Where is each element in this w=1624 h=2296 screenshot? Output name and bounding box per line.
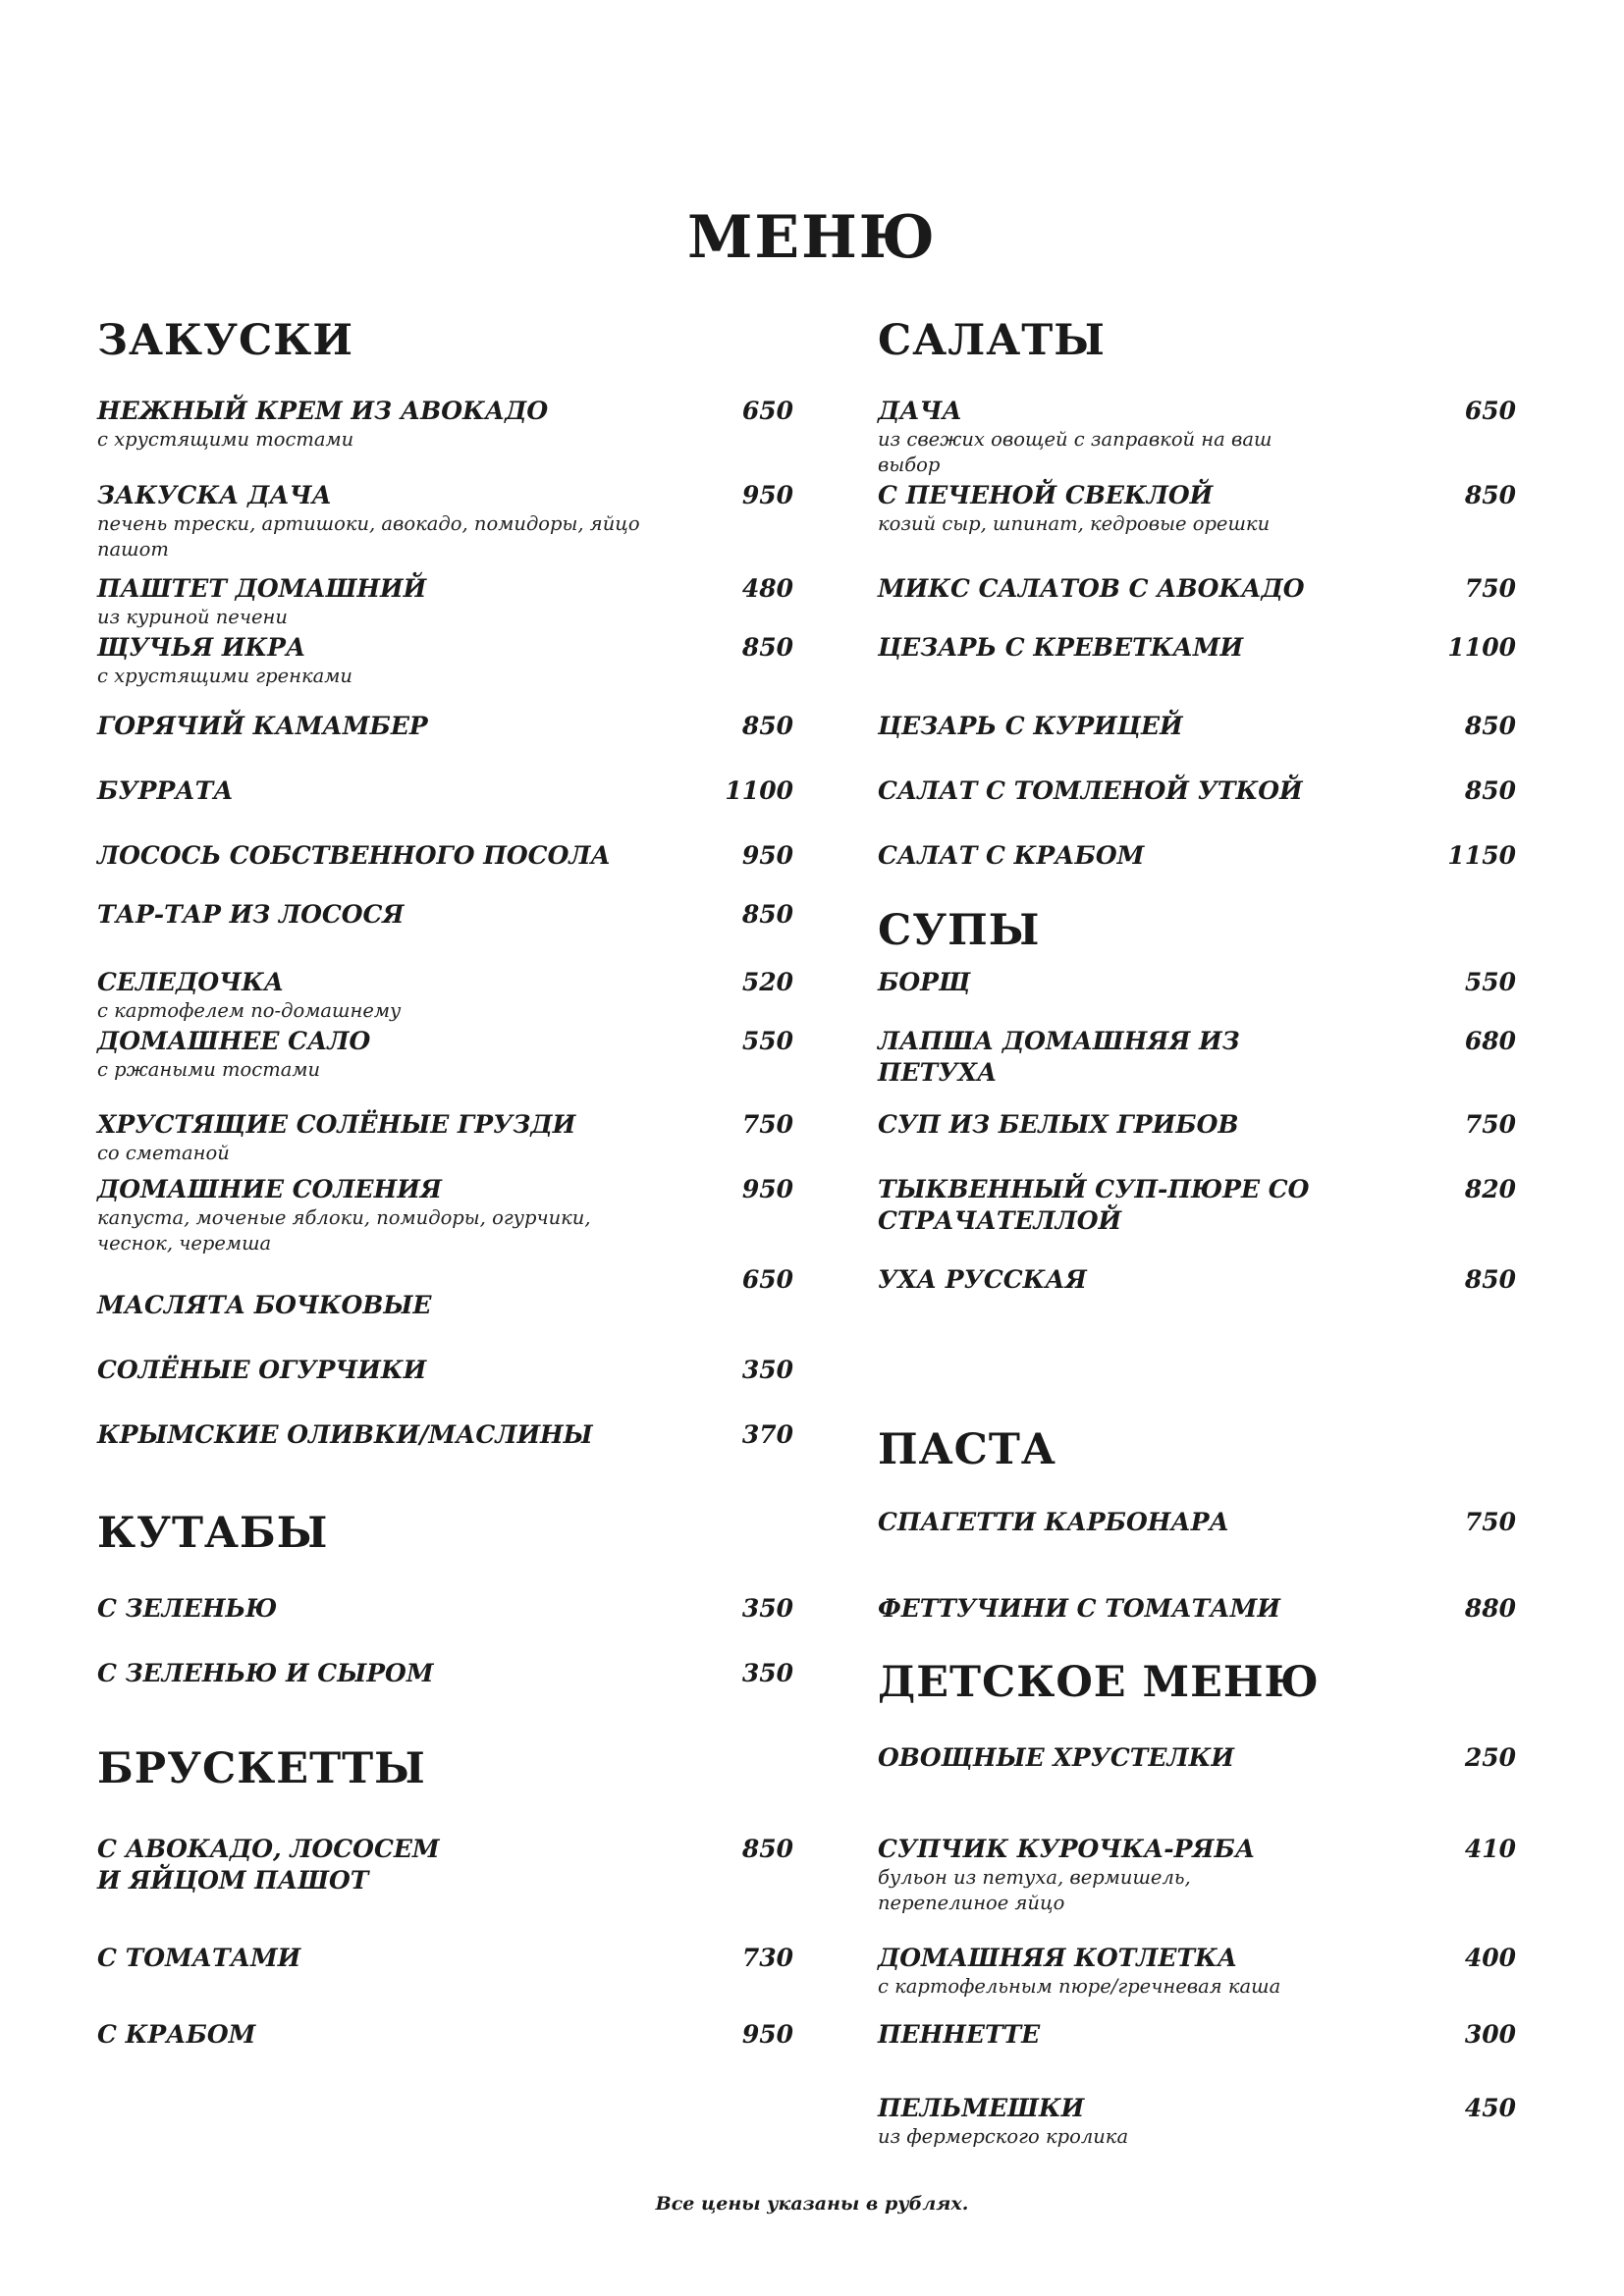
item-name: ЦЕЗАРЬ С КУРИЦЕЙ	[878, 712, 1183, 740]
menu-item	[878, 632, 1516, 664]
item-price: 410	[1464, 1835, 1516, 1863]
item-price: 680	[1464, 1027, 1516, 1055]
section-title: САЛАТЫ	[878, 316, 1106, 365]
item-price: 750	[1464, 1508, 1516, 1536]
section-title: ПАСТА	[878, 1425, 1056, 1474]
item-description: козий сыр, шпинат, кедровые орешки	[878, 512, 1271, 535]
item-name: С КРАБОМ	[97, 2020, 256, 2049]
menu-item	[97, 1658, 793, 1689]
item-name: С ТОМАТАМИ	[97, 1944, 301, 1972]
menu-item	[878, 1593, 1516, 1625]
item-name: ЛОСОСЬ СОБСТВЕННОГО ПОСОЛА	[97, 841, 611, 870]
item-name: ЩУЧЬЯ ИКРА	[97, 633, 306, 662]
item-description: из свежих овощей с заправкой на ваш выбор	[878, 428, 1272, 476]
item-price: 350	[741, 1356, 793, 1384]
item-description: из куриной печени	[97, 606, 288, 628]
item-name: СУП ИЗ БЕЛЫХ ГРИБОВ	[878, 1110, 1239, 1139]
menu-item	[97, 967, 793, 1024]
item-name: ЛАПША ДОМАШНЯЯ ИЗ ПЕТУХА	[878, 1027, 1240, 1087]
menu-item	[878, 1174, 1516, 1237]
item-name: ТАР-ТАР ИЗ ЛОСОСЯ	[97, 900, 405, 929]
menu-item	[97, 1026, 793, 1083]
item-name: С ЗЕЛЕНЬЮ	[97, 1594, 278, 1623]
item-price: 950	[741, 1175, 793, 1203]
menu-item	[878, 1507, 1516, 1538]
item-price: 250	[1464, 1743, 1516, 1772]
item-price: 850	[741, 1835, 793, 1863]
item-price: 550	[1464, 968, 1516, 996]
item-price: 880	[1464, 1594, 1516, 1623]
item-price: 820	[1464, 1175, 1516, 1203]
menu-item	[878, 711, 1516, 742]
item-price: 750	[741, 1110, 793, 1139]
item-name: СПАГЕТТИ КАРБОНАРА	[878, 1508, 1229, 1536]
item-name: ФЕТТУЧИНИ С ТОМАТАМИ	[878, 1594, 1280, 1623]
item-price: 850	[741, 900, 793, 929]
item-name: БОРЩ	[878, 968, 971, 996]
item-price: 650	[1464, 397, 1516, 425]
item-name: САЛАТ С ТОМЛЕНОЙ УТКОЙ	[878, 776, 1303, 805]
item-name: КРЫМСКИЕ ОЛИВКИ/МАСЛИНЫ	[97, 1420, 593, 1449]
item-price: 350	[741, 1659, 793, 1687]
item-price: 730	[741, 1944, 793, 1972]
item-name: ХРУСТЯЩИЕ СОЛЁНЫЕ ГРУЗДИ	[97, 1110, 576, 1139]
item-description: с картофельным пюре/гречневая каша	[878, 1975, 1281, 1998]
menu-item	[878, 2019, 1516, 2051]
item-price: 950	[741, 481, 793, 509]
item-name: СОЛЁНЫЕ ОГУРЧИКИ	[97, 1356, 427, 1384]
menu-item	[97, 632, 793, 689]
item-name: НЕЖНЫЙ КРЕМ ИЗ АВОКАДО	[97, 397, 549, 425]
item-name: СУПЧИК КУРОЧКА-РЯБА	[878, 1835, 1256, 1863]
menu-item	[878, 1742, 1516, 1774]
item-price: 750	[1464, 574, 1516, 603]
section-title: ДЕТСКОЕ МЕНЮ	[878, 1658, 1320, 1707]
item-price: 550	[741, 1027, 793, 1055]
item-description: с ржаными тостами	[97, 1058, 321, 1081]
item-description: с хрустящими гренками	[97, 665, 352, 687]
menu-item	[878, 573, 1516, 605]
item-name: БУРРАТА	[97, 776, 234, 805]
item-name: МАСЛЯТА БОЧКОВЫЕ	[97, 1291, 432, 1319]
menu-item	[97, 1593, 793, 1625]
price-note: Все цены указаны в рублях.	[655, 2193, 969, 2215]
item-price: 1100	[1447, 633, 1516, 662]
item-name: С ЗЕЛЕНЬЮ И СЫРОМ	[97, 1659, 434, 1687]
section-title: ЗАКУСКИ	[97, 316, 354, 365]
menu-item	[878, 396, 1516, 478]
item-name: ПАШТЕТ ДОМАШНИЙ	[97, 574, 427, 603]
item-price: 450	[1464, 2094, 1516, 2122]
menu-item	[97, 1109, 793, 1166]
item-price: 750	[1464, 1110, 1516, 1139]
menu-item	[97, 1264, 793, 1321]
menu-item	[97, 899, 793, 931]
menu-item	[97, 1834, 793, 1896]
menu-item	[97, 711, 793, 742]
item-name: ПЕННЕТТЕ	[878, 2020, 1041, 2049]
item-name: ДАЧА	[878, 397, 962, 425]
section-title: КУТАБЫ	[97, 1509, 329, 1558]
menu-item	[878, 1943, 1516, 2000]
menu-item	[97, 480, 793, 562]
item-name: ГОРЯЧИЙ КАМАМБЕР	[97, 712, 428, 740]
menu-item	[878, 1109, 1516, 1141]
section-title: СУПЫ	[878, 906, 1041, 955]
menu-item	[878, 1264, 1516, 1296]
item-name: САЛАТ С КРАБОМ	[878, 841, 1145, 870]
item-name: ДОМАШНЯЯ КОТЛЕТКА	[878, 1944, 1238, 1972]
item-price: 520	[741, 968, 793, 996]
item-price: 350	[741, 1594, 793, 1623]
item-name: ДОМАШНИЕ СОЛЕНИЯ	[97, 1175, 442, 1203]
item-price: 950	[741, 2020, 793, 2049]
item-name: ОВОЩНЫЕ ХРУСТЕЛКИ	[878, 1743, 1234, 1772]
item-price: 850	[1464, 776, 1516, 805]
menu-item	[97, 1943, 793, 1974]
item-price: 850	[1464, 481, 1516, 509]
item-description: из фермерского кролика	[878, 2125, 1129, 2148]
item-name: ЗАКУСКА ДАЧА	[97, 481, 332, 509]
item-price: 370	[741, 1420, 793, 1449]
menu-item	[97, 2019, 793, 2051]
menu-item	[97, 840, 793, 872]
item-price: 650	[741, 1265, 793, 1294]
item-price: 480	[741, 574, 793, 603]
item-name: МИКС САЛАТОВ С АВОКАДО	[878, 574, 1305, 603]
item-name: С АВОКАДО, ЛОСОСЕМ И ЯЙЦОМ ПАШОТ	[97, 1835, 440, 1895]
item-price: 1150	[1447, 841, 1516, 870]
item-description: капуста, моченые яблоки, помидоры, огурчики, чеснок, черемша	[97, 1206, 591, 1255]
item-price: 1100	[725, 776, 793, 805]
item-description: печень трески, артишоки, авокадо, помидоры, яйцо пашот	[97, 512, 640, 561]
page-title: МЕНЮ	[686, 203, 938, 272]
item-price: 400	[1464, 1944, 1516, 1972]
item-price: 850	[1464, 712, 1516, 740]
menu-item	[97, 1174, 793, 1256]
item-price: 300	[1464, 2020, 1516, 2049]
section-title: БРУСКЕТТЫ	[97, 1744, 426, 1793]
item-description: со сметаной	[97, 1142, 230, 1164]
item-name: ДОМАШНЕЕ САЛО	[97, 1027, 371, 1055]
item-description: с картофелем по-домашнему	[97, 999, 402, 1022]
menu-item	[878, 775, 1516, 807]
menu-item	[97, 1355, 793, 1386]
item-description: с хрустящими тостами	[97, 428, 354, 451]
item-price: 850	[741, 633, 793, 662]
item-name: СЕЛЕДОЧКА	[97, 968, 285, 996]
menu-item	[878, 1026, 1516, 1089]
item-name: С ПЕЧЕНОЙ СВЕКЛОЙ	[878, 481, 1214, 509]
menu-item	[97, 396, 793, 453]
item-name: ПЕЛЬМЕШКИ	[878, 2094, 1085, 2122]
menu-item	[878, 2093, 1516, 2150]
item-price: 850	[1464, 1265, 1516, 1294]
item-name: ЦЕЗАРЬ С КРЕВЕТКАМИ	[878, 633, 1244, 662]
item-price: 850	[741, 712, 793, 740]
menu-item	[97, 1419, 793, 1451]
item-price: 650	[741, 397, 793, 425]
menu-item	[878, 1834, 1516, 1916]
item-price: 950	[741, 841, 793, 870]
item-description: бульон из петуха, вермишель, перепелиное яйцо	[878, 1866, 1191, 1914]
item-name: ТЫКВЕННЫЙ СУП-ПЮРЕ СО СТРАЧАТЕЛЛОЙ	[878, 1175, 1310, 1235]
menu-item	[878, 840, 1516, 872]
menu-item	[878, 967, 1516, 998]
menu-item	[97, 573, 793, 630]
menu-item	[878, 480, 1516, 537]
item-name: УХА РУССКАЯ	[878, 1265, 1087, 1294]
menu-item	[97, 775, 793, 807]
